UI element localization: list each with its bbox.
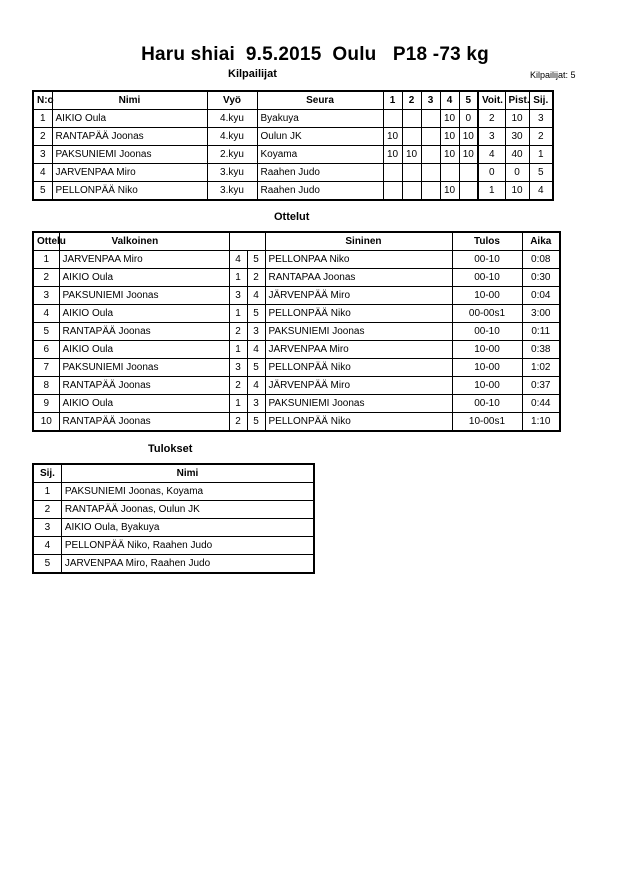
match-result: 00-10 [452,269,522,287]
col-no: N:o [33,91,52,110]
results-heading: Tulokset [148,443,193,455]
row-place: 3 [529,110,553,128]
row-r3 [421,164,440,182]
row-wins: 0 [478,164,505,182]
match-white: PAKSUNIEMI Joonas [59,359,229,377]
match-blue: PELLONPÄÄ Niko [265,305,452,323]
match-white-no: 1 [229,305,247,323]
row-r2: 10 [402,146,421,164]
results-header-row [33,464,314,483]
match-blue: JARVENPAA Miro [265,341,452,359]
table-row [33,305,560,323]
competitor-count: Kilpailijat: 5 [530,70,576,80]
match-no: 4 [33,305,59,323]
row-belt: 3.kyu [207,182,257,201]
row-r1 [383,182,402,201]
row-points: 0 [505,164,529,182]
match-blue-no: 3 [247,395,265,413]
match-time: 0:11 [522,323,560,341]
match-time: 0:08 [522,251,560,269]
match-no: 1 [33,251,59,269]
table-row [33,341,560,359]
match-white: RANTAPÄÄ Joonas [59,377,229,395]
match-white: PAKSUNIEMI Joonas [59,287,229,305]
row-r4: 10 [440,110,459,128]
competitors-header-row [33,91,553,110]
table-row [33,555,314,574]
col-r4: 4 [440,91,459,110]
match-no: 9 [33,395,59,413]
row-r1 [383,164,402,182]
row-r5: 0 [459,110,478,128]
row-r1: 10 [383,128,402,146]
match-white-no: 1 [229,269,247,287]
row-wins: 4 [478,146,505,164]
matches-heading: Ottelut [274,211,310,223]
row-place: 5 [529,164,553,182]
row-r2 [402,182,421,201]
col-belt: Vyö [207,91,257,110]
match-time: 1:02 [522,359,560,377]
match-blue-no: 5 [247,305,265,323]
table-row [33,128,553,146]
row-no: 1 [33,110,52,128]
col-r2: 2 [402,91,421,110]
result-place: 4 [33,537,61,555]
col-r5: 5 [459,91,478,110]
row-name: RANTAPÄÄ Joonas [52,128,207,146]
table-row [33,269,560,287]
match-result: 10-00s1 [452,413,522,432]
match-no: 6 [33,341,59,359]
match-result: 10-00 [452,287,522,305]
result-place: 2 [33,501,61,519]
match-white-no: 1 [229,341,247,359]
row-r3 [421,182,440,201]
col-place: Sij. [529,91,553,110]
row-name: PAKSUNIEMI Joonas [52,146,207,164]
col-white-no [229,232,247,251]
row-name: AIKIO Oula [52,110,207,128]
matches-header-row [33,232,560,251]
row-wins: 3 [478,128,505,146]
col-result-place: Sij. [33,464,61,483]
row-points: 10 [505,110,529,128]
col-r3: 3 [421,91,440,110]
col-r1: 1 [383,91,402,110]
row-club: Raahen Judo [257,164,383,182]
col-points: Pist. [505,91,529,110]
match-result: 10-00 [452,359,522,377]
match-no: 10 [33,413,59,432]
result-name: PAKSUNIEMI Joonas, Koyama [61,483,314,501]
match-blue: JÄRVENPÄÄ Miro [265,377,452,395]
match-no: 2 [33,269,59,287]
row-club: Koyama [257,146,383,164]
row-points: 40 [505,146,529,164]
col-blue-no [247,232,265,251]
col-name: Nimi [52,91,207,110]
row-no: 3 [33,146,52,164]
match-blue-no: 4 [247,287,265,305]
row-name: PELLONPÄÄ Niko [52,182,207,201]
match-white-no: 3 [229,359,247,377]
match-white-no: 2 [229,413,247,432]
match-white: AIKIO Oula [59,269,229,287]
row-no: 2 [33,128,52,146]
col-wins: Voit. [478,91,505,110]
row-belt: 4.kyu [207,110,257,128]
match-blue-no: 3 [247,323,265,341]
table-row [33,182,553,201]
row-club: Oulun JK [257,128,383,146]
match-blue: PELLONPÄÄ Niko [265,413,452,432]
match-blue: JÄRVENPÄÄ Miro [265,287,452,305]
table-row [33,110,553,128]
match-blue-no: 4 [247,341,265,359]
match-result: 10-00 [452,341,522,359]
table-row [33,359,560,377]
row-club: Byakuya [257,110,383,128]
match-time: 0:38 [522,341,560,359]
match-time: 1:10 [522,413,560,432]
row-belt: 4.kyu [207,128,257,146]
table-row [33,413,560,432]
table-row [33,501,314,519]
row-points: 30 [505,128,529,146]
match-white-no: 2 [229,377,247,395]
row-r5: 10 [459,146,478,164]
match-blue-no: 5 [247,413,265,432]
table-row [33,323,560,341]
match-result: 00-10 [452,251,522,269]
row-belt: 2.kyu [207,146,257,164]
match-white-no: 4 [229,251,247,269]
result-place: 5 [33,555,61,574]
table-row [33,395,560,413]
row-r3 [421,110,440,128]
table-row [33,519,314,537]
row-r1: 10 [383,146,402,164]
match-white: RANTAPÄÄ Joonas [59,413,229,432]
match-blue: PAKSUNIEMI Joonas [265,323,452,341]
match-time: 0:04 [522,287,560,305]
match-no: 8 [33,377,59,395]
col-white: Valkoinen [59,232,229,251]
table-row [33,146,553,164]
row-points: 10 [505,182,529,201]
result-name: PELLONPÄÄ Niko, Raahen Judo [61,537,314,555]
match-result: 00-10 [452,395,522,413]
table-row [33,537,314,555]
col-time: Aika [522,232,560,251]
col-result: Tulos [452,232,522,251]
match-time: 0:30 [522,269,560,287]
match-time: 0:37 [522,377,560,395]
row-r5: 10 [459,128,478,146]
result-name: RANTAPÄÄ Joonas, Oulun JK [61,501,314,519]
row-belt: 3.kyu [207,164,257,182]
row-no: 5 [33,182,52,201]
row-r4: 10 [440,128,459,146]
match-white-no: 1 [229,395,247,413]
row-r5 [459,182,478,201]
match-blue: RANTAPAA Joonas [265,269,452,287]
match-white-no: 3 [229,287,247,305]
row-place: 4 [529,182,553,201]
result-place: 1 [33,483,61,501]
match-blue-no: 2 [247,269,265,287]
match-blue-no: 4 [247,377,265,395]
row-name: JARVENPAA Miro [52,164,207,182]
row-r3 [421,146,440,164]
match-white: JARVENPAA Miro [59,251,229,269]
row-club: Raahen Judo [257,182,383,201]
row-r4: 10 [440,146,459,164]
match-blue: PELLONPÄÄ Niko [265,359,452,377]
col-result-name: Nimi [61,464,314,483]
match-white: RANTAPÄÄ Joonas [59,323,229,341]
col-blue: Sininen [265,232,452,251]
col-club: Seura [257,91,383,110]
match-blue: PAKSUNIEMI Joonas [265,395,452,413]
row-wins: 2 [478,110,505,128]
match-time: 3:00 [522,305,560,323]
row-wins: 1 [478,182,505,201]
table-row [33,483,314,501]
row-r4: 10 [440,182,459,201]
row-r2 [402,164,421,182]
row-r4 [440,164,459,182]
row-r1 [383,110,402,128]
row-place: 1 [529,146,553,164]
match-time: 0:44 [522,395,560,413]
table-row [33,377,560,395]
table-row [33,251,560,269]
match-white: AIKIO Oula [59,305,229,323]
row-r2 [402,128,421,146]
competitors-heading: Kilpailijat [228,68,277,80]
page-title: Haru shiai 9.5.2015 Oulu P18 -73 kg [141,44,489,65]
match-result: 10-00 [452,377,522,395]
match-white: AIKIO Oula [59,341,229,359]
match-result: 00-10 [452,323,522,341]
match-result: 00-00s1 [452,305,522,323]
match-white: AIKIO Oula [59,395,229,413]
result-name: AIKIO Oula, Byakuya [61,519,314,537]
match-blue-no: 5 [247,359,265,377]
match-blue: PELLONPAA Niko [265,251,452,269]
row-place: 2 [529,128,553,146]
match-no: 5 [33,323,59,341]
row-r2 [402,110,421,128]
col-match-no: Ottelu [33,232,59,251]
match-no: 3 [33,287,59,305]
result-name: JARVENPAA Miro, Raahen Judo [61,555,314,574]
table-row [33,287,560,305]
matches-table [32,231,561,432]
competitors-table [32,90,554,201]
results-table [32,463,315,574]
match-no: 7 [33,359,59,377]
row-r3 [421,128,440,146]
match-blue-no: 5 [247,251,265,269]
row-no: 4 [33,164,52,182]
result-place: 3 [33,519,61,537]
row-r5 [459,164,478,182]
match-white-no: 2 [229,323,247,341]
table-row [33,164,553,182]
